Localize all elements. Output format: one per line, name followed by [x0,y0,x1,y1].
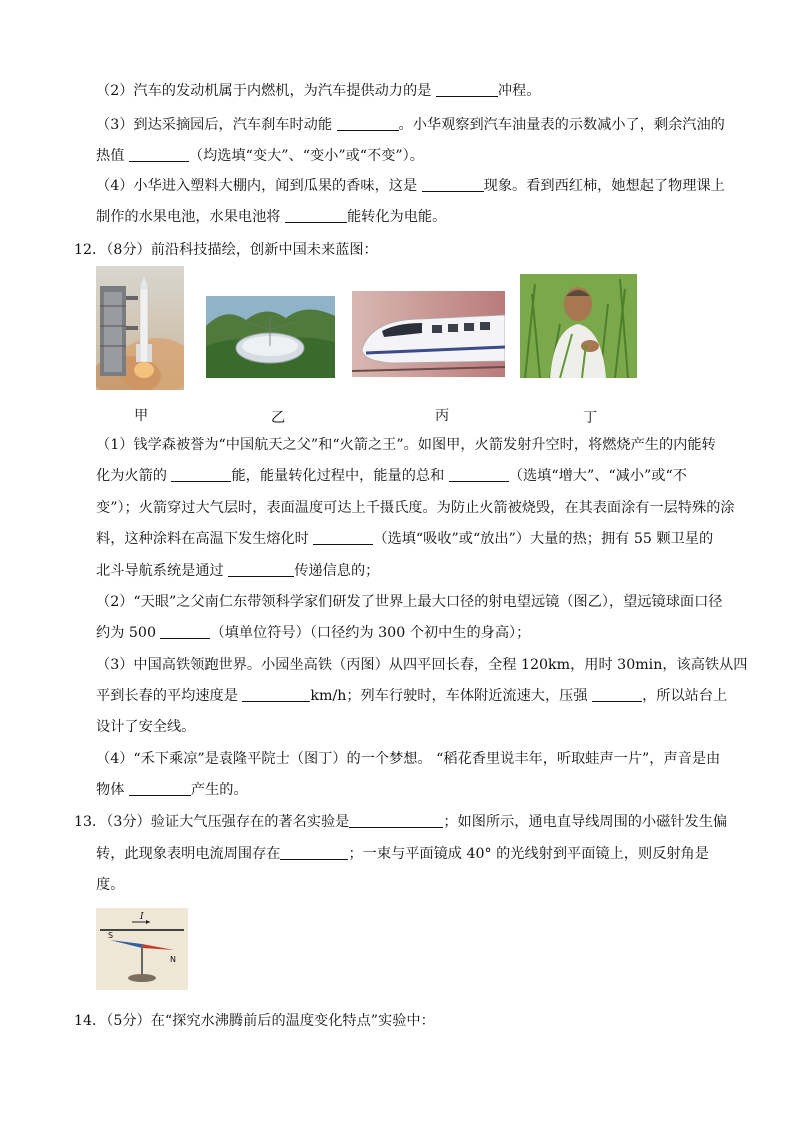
answer-blank[interactable] [422,177,484,192]
question-13-line: 13．（3分）验证大气压强存在的著名实验是 ；如图所示，通电直导线周围的小磁针发生偏 [74,814,728,830]
question-12-title: 12．（8分）前沿科技描绘，创新中国未来蓝图： [74,242,378,258]
south-pole-label: S [108,931,114,940]
text-line: 物体 产生的。 [96,782,248,798]
figure-caption-bing: 丙 [435,408,450,424]
fast-telescope-image [206,296,335,378]
text-line: 约为 500 （填单位符号）（口径约为 300 个初中生的身高）； [96,625,531,641]
text-line: （3）到达采摘园后，汽车刹车时动能 。小华观察到汽车油量表的示数减小了，剩余汽油的 [96,117,725,133]
answer-blank[interactable] [592,687,642,702]
figure-caption-ding: 丁 [583,410,598,426]
answer-blank[interactable] [129,781,191,796]
text-line: （4）“禾下乘凉”是袁隆平院士（图丁）的一个梦想。 “稻花香里说丰年，听取蛙声一片”，声音是由 [96,751,721,767]
text-line: （4）小华进入塑料大棚内，闻到瓜果的香味，这是 现象。看到西红柿，她想起了物理课上 [96,178,725,194]
answer-blank[interactable] [280,845,348,860]
text-line: （2）汽车的发动机属于内燃机，为汽车提供动力的是 冲程。 [96,83,541,99]
answer-blank[interactable] [129,147,189,162]
text-line: （1）钱学森被誉为“中国航天之父”和“火箭之王”。如图甲，火箭发射升空时，将燃烧产生的内能转 [96,437,716,453]
figure-caption-jia: 甲 [134,408,149,424]
text-line: 化为火箭的 能，能量转化过程中，能量的总和 （选填“增大”、“减小”或“不 [96,468,687,484]
answer-blank[interactable] [337,116,399,131]
answer-blank[interactable] [349,813,443,828]
text-line: （2）“天眼”之父南仁东带领科学家们研发了世界上最大口径的射电望远镜（图乙），望远镜球面口径 [96,594,723,610]
high-speed-train-image [352,291,505,377]
text-line: 平到长春的平均速度是 km/h；列车行驶时，车体附近流速大，压强 ，所以站台上 [96,688,728,704]
answer-blank[interactable] [171,467,231,482]
text-line: 变”）；火箭穿过大气层时，表面温度可达上千摄氏度。为防止火箭被烧毁，在其表面涂有一层特殊的涂 [96,500,735,516]
text-line: 北斗导航系统是通过 传递信息的； [96,563,380,579]
rice-field-portrait-image [520,274,637,378]
current-label: I [140,912,144,922]
text-line: 设计了安全线。 [96,719,196,735]
text-line: 热值 （均选填“变大”、“变小”或“不变”）。 [96,148,424,164]
text-line: （3）中国高铁领跑世界。小园坐高铁（丙图）从四平回长春，全程 120km，用时 30min，该高铁从四 [96,657,748,673]
answer-blank[interactable] [242,687,310,702]
rocket-launch-image [96,266,184,390]
magnetic-needle-figure [96,908,188,990]
text-line: 转，此现象表明电流周围存在 ；一束与平面镜成 40° 的光线射到平面镜上，则反射角是 [96,846,709,862]
answer-blank[interactable] [436,82,498,97]
text-line: 度。 [96,877,125,893]
north-pole-label: N [170,955,176,964]
answer-blank[interactable] [160,624,210,639]
answer-blank[interactable] [313,530,373,545]
text-line: 制作的水果电池，水果电池将 能转化为电能。 [96,209,447,225]
question-14-title: 14．（5分）在“探究水沸腾前后的温度变化特点”实验中： [74,1013,435,1029]
answer-blank[interactable] [449,467,509,482]
answer-blank[interactable] [228,562,294,577]
answer-blank[interactable] [285,208,347,223]
text-line: 料，这种涂料在高温下发生熔化时 （选填“吸收”或“放出”）大量的热；拥有 55 颗卫星的 [96,531,714,547]
figure-caption-yi: 乙 [271,410,286,426]
